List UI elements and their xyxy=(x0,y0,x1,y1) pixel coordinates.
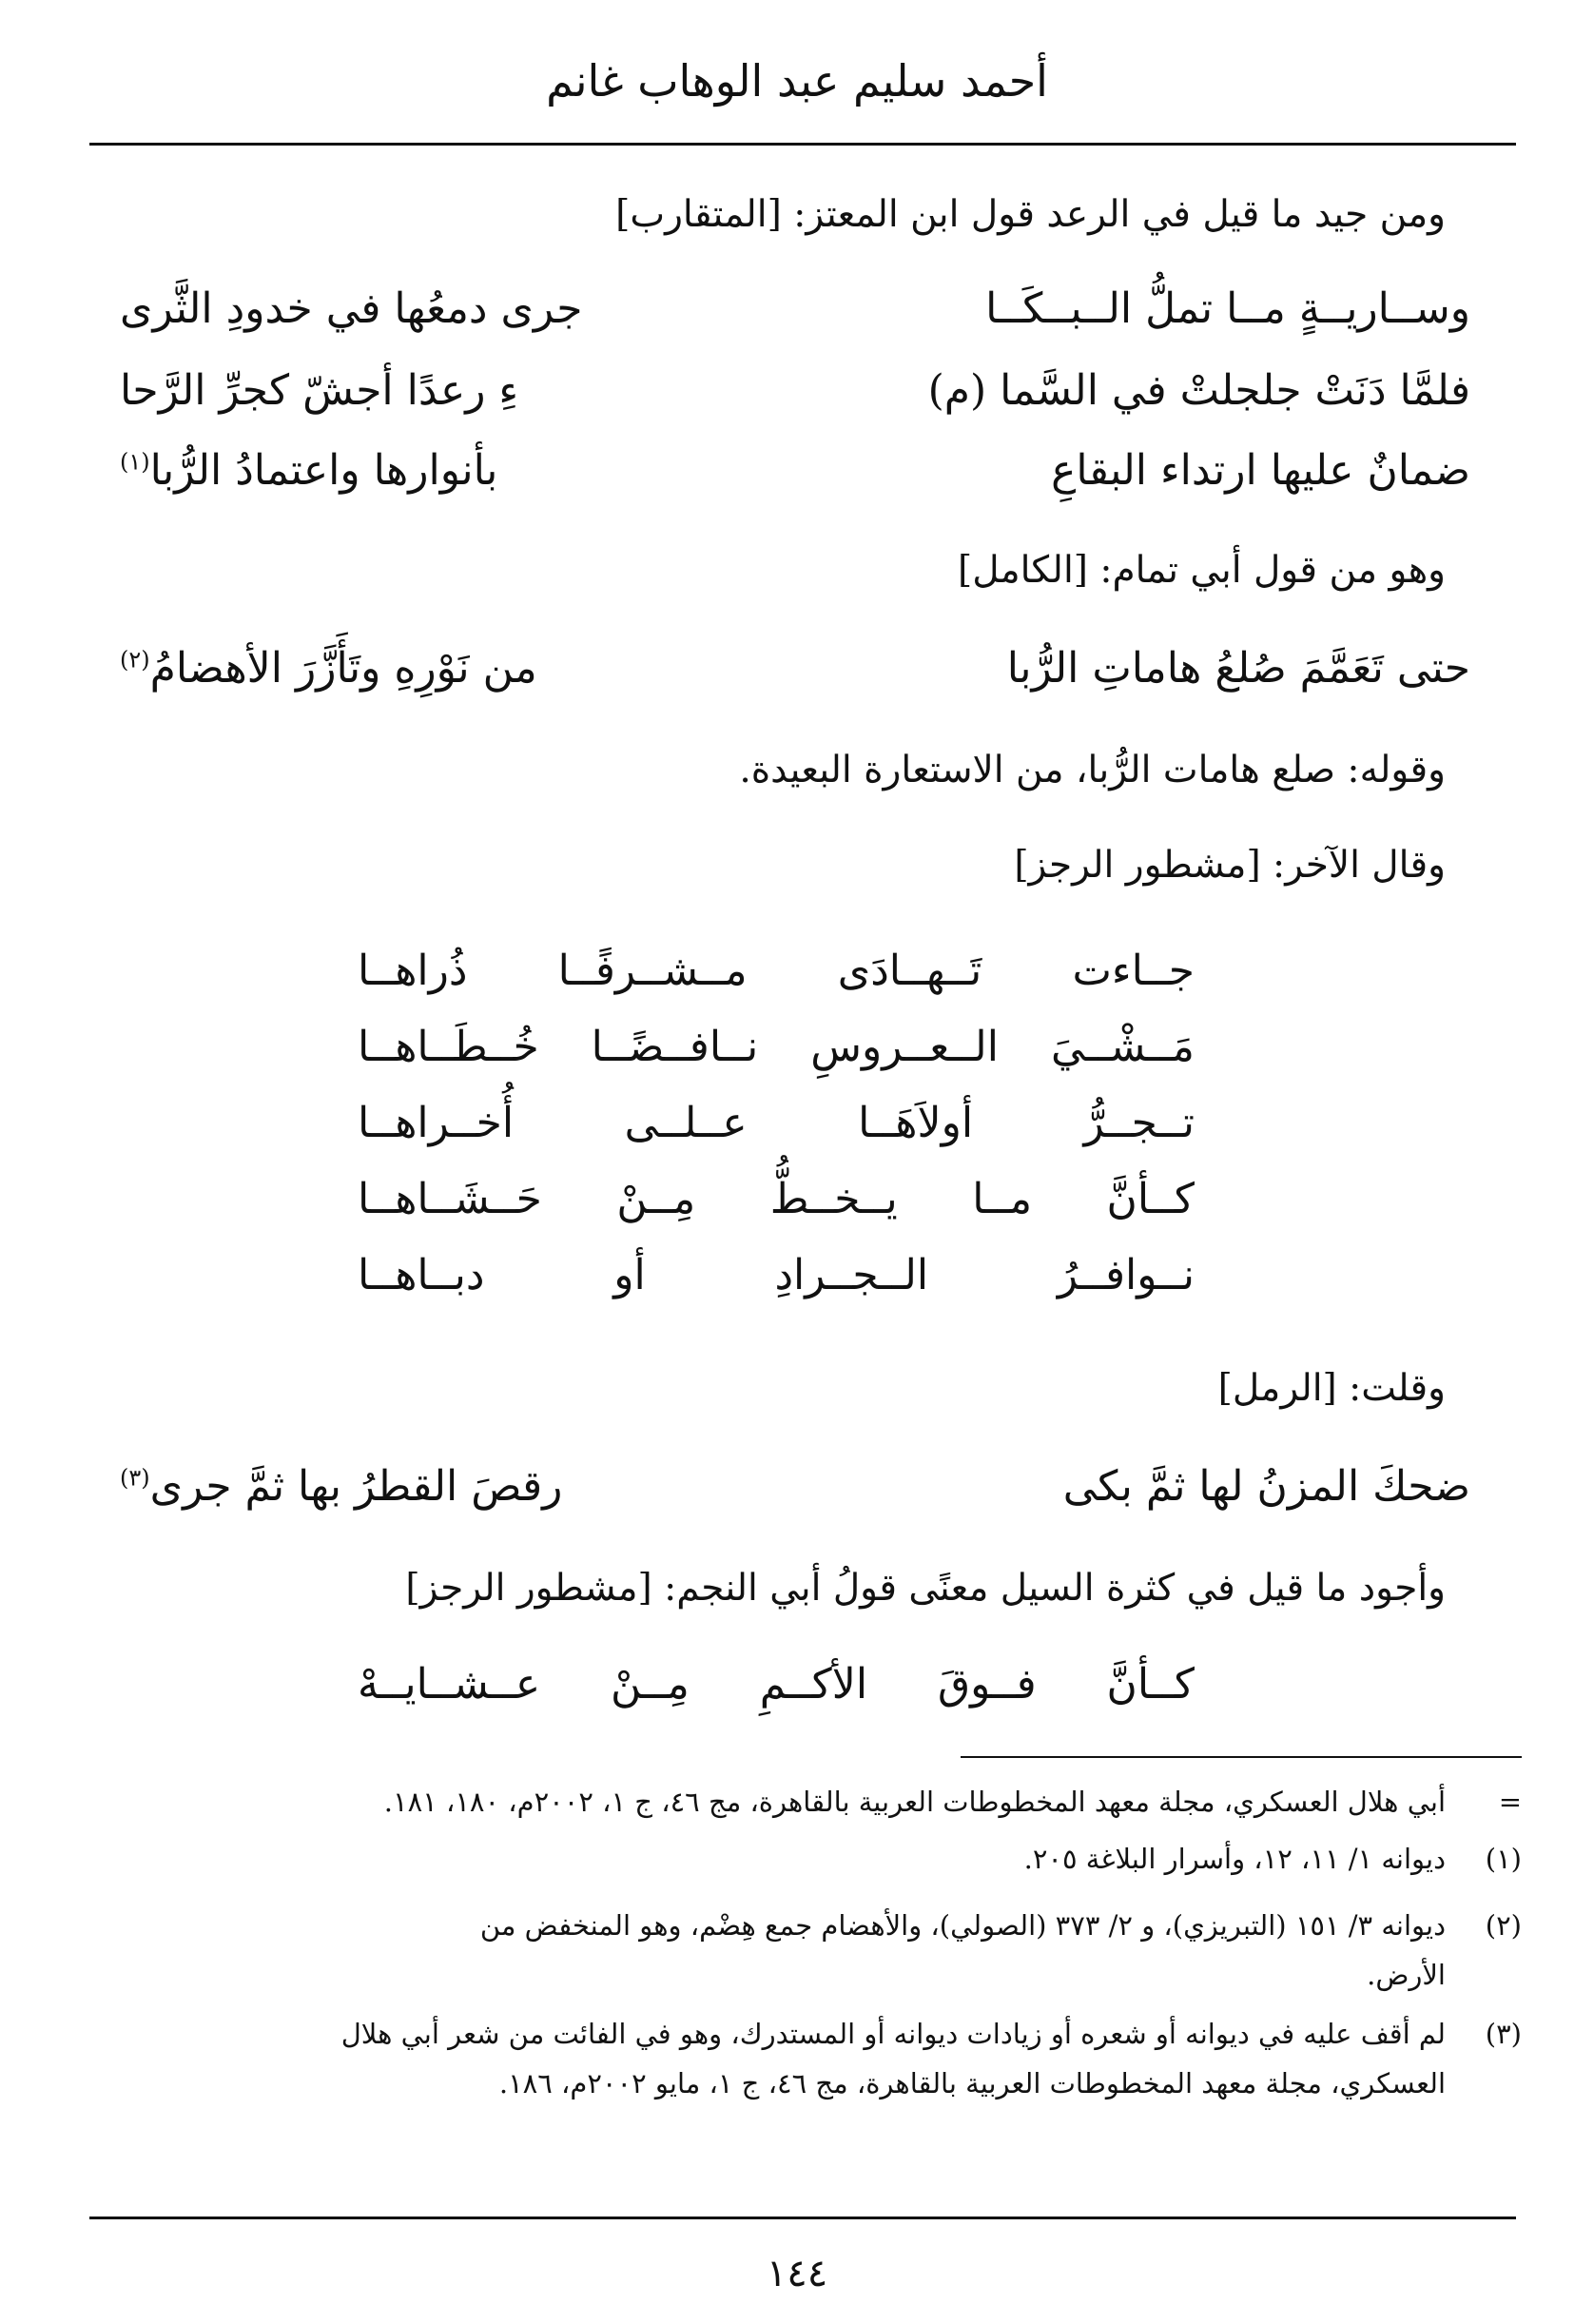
intro-paragraph: وأجود ما قيل في كثرة السيل معنًى قولُ أبي النجم: [مشطور الرجز] xyxy=(405,1567,1446,1610)
intro-paragraph: وقال الآخر: [مشطور الرجز] xyxy=(1014,844,1446,887)
rajaz-line: جــاءت تَــهــادَى مــشــرفًــا ذُراهــا xyxy=(358,947,1195,995)
rajaz-line: مَــشْــيَ الــعــروسِ نــافــضًــا خُــطَــاهــا xyxy=(358,1023,1195,1071)
footnote-continuation xyxy=(95,1781,1522,1823)
verse-second-hemistich xyxy=(120,1454,562,1520)
verse-line xyxy=(120,438,1470,504)
verse-first-hemistich: حتى تَعَمَّمَ صُلعُ هاماتِ الرُّبا xyxy=(1006,644,1470,693)
footnote-rule xyxy=(961,1756,1522,1758)
verse-line xyxy=(120,635,1470,702)
rajaz-line: تــجــرُّ أولاَهَــا عــلــى أُخــراهــا xyxy=(358,1099,1195,1147)
verse-second-hemistich: ءِ رعدًا أجشّ كجرِّ الرَّحا xyxy=(120,366,519,415)
verse-second-hemistich-text: بأنوارها واعتمادُ الرُّبا xyxy=(149,446,498,495)
verse-second-hemistich: جرى دمعُها في خدودِ الثَّرى xyxy=(120,284,583,333)
intro-paragraph: ومن جيد ما قيل في الرعد قول ابن المعتز: [المتقارب] xyxy=(615,193,1446,236)
verse-first-hemistich: ضمانٌ عليها ارتداء البقاعِ xyxy=(1051,446,1470,495)
footnote-text: العسكري، مجلة معهد المخطوطات العربية بالقاهرة، مج ٤٦، ج ١، مايو ٢٠٠٢م، ١٨٦. xyxy=(498,2067,1446,2099)
footnote-item xyxy=(95,1904,1522,1996)
page-number: ١٤٤ xyxy=(766,2252,828,2295)
footer-rule xyxy=(89,2217,1516,2219)
footnote-reference: (٣) xyxy=(120,1464,150,1492)
footnote-item xyxy=(95,2013,1522,2104)
footnote-text: أبي هلال العسكري، مجلة معهد المخطوطات العربية بالقاهرة، مج ٤٦، ج ١، ٢٠٠٢م، ١٨٠، ١٨١. xyxy=(383,1786,1446,1818)
footnote-text: ديوانه ٣/ ١٥١ (التبريزي)، و ٢/ ٣٧٣ (الصولي)، والأهضام جمع هِضْم، وهو المنخفض من xyxy=(479,1909,1446,1942)
verse-first-hemistich: وســاريــةٍ مــا تملُّ الــبــكَــا xyxy=(985,284,1470,333)
verse-second-hemistich-text: رقصَ القطرُ بها ثمَّ جرى xyxy=(149,1462,563,1511)
footnote-text: لم أقف عليه في ديوانه أو شعره أو زيادات ديوانه أو المستدرك، وهو في الفائت من شعر أبي هلال xyxy=(340,2018,1446,2050)
footnote-item xyxy=(95,1838,1522,1880)
rajaz-line: نــوافــرُ الــجــرادِ أو دبــاهــا xyxy=(358,1251,1195,1299)
footnote-marker: (٢) xyxy=(1485,1909,1522,1942)
continuation-marker: = xyxy=(1498,1786,1522,1818)
footnote-marker: (١) xyxy=(1485,1843,1522,1875)
rajaz-line: كــأنَّ فــوقَ الأكــمِ مِــنْ عــشــايــهْ xyxy=(358,1660,1195,1709)
rajaz-line: كــأنَّ مــا يــخــطُّ مِــنْ حَــشَــاهــا xyxy=(358,1175,1195,1223)
verse-line xyxy=(120,276,1470,342)
verse-line xyxy=(120,1454,1470,1520)
intro-paragraph: وقلت: [الرمل] xyxy=(1217,1367,1446,1410)
verse-second-hemistich-text: من نَوْرِهِ وتَأَزَّرَ الأهضامُ xyxy=(149,644,537,693)
verse-line xyxy=(120,358,1470,424)
header-rule xyxy=(89,143,1516,146)
commentary-paragraph: وقوله: صلع هامات الرُّبا، من الاستعارة البعيدة. xyxy=(739,749,1446,791)
footnote-text: الأرض. xyxy=(1367,1959,1446,1991)
footnote-text: ديوانه ١/ ١١، ١٢، وأسرار البلاغة ٢٠٥. xyxy=(1023,1843,1446,1875)
footnote-marker: (٣) xyxy=(1485,2018,1522,2050)
footnote-reference: (١) xyxy=(120,448,150,476)
verse-second-hemistich xyxy=(120,438,497,504)
footnote-reference: (٢) xyxy=(120,646,150,674)
verse-first-hemistich: ضحكَ المزنُ لها ثمَّ بكى xyxy=(1062,1462,1470,1511)
verse-second-hemistich xyxy=(120,635,537,702)
running-header-title: أحمد سليم عبد الوهاب غانم xyxy=(546,55,1048,107)
verse-first-hemistich: فلمَّا دَنَتْ جلجلتْ في السَّما (م) xyxy=(927,366,1470,415)
intro-paragraph: وهو من قول أبي تمام: [الكامل] xyxy=(958,549,1446,592)
